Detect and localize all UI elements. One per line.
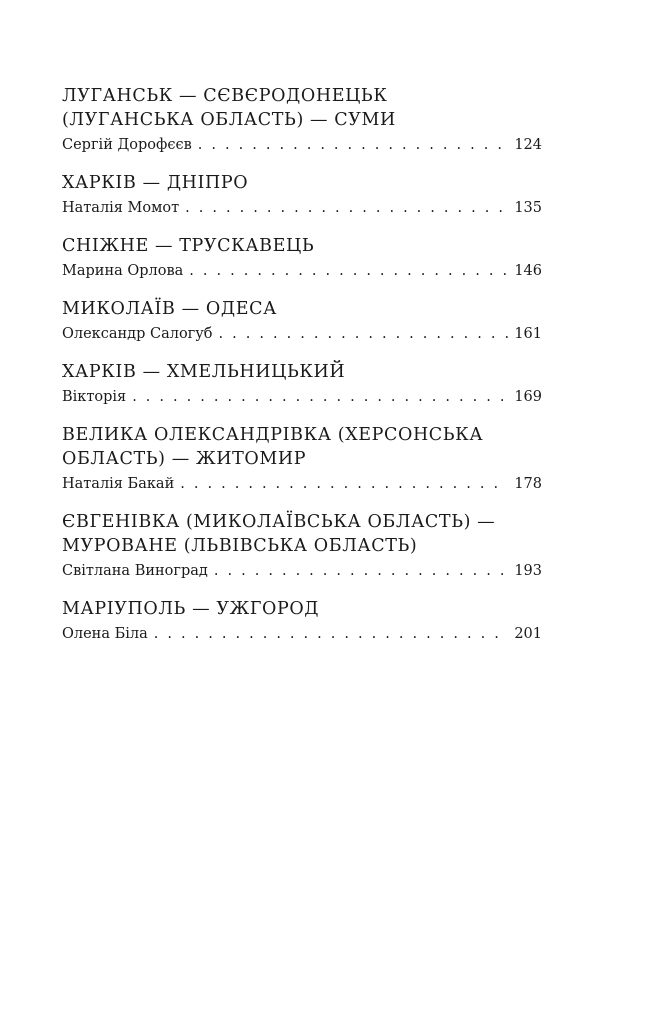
toc-entry [62,423,542,497]
toc-entry [62,297,542,347]
entry-author: Марина Орлова [62,263,184,279]
toc-entry [62,510,542,584]
entry-route-line: (ЛУГАНСЬКА ОБЛАСТЬ) — СУМИ [62,110,396,130]
entry-author-line [62,258,542,284]
entry-page-number: 146 [514,263,542,279]
entry-route-line: ЄВГЕНІВКА (МИКОЛАЇВСЬКА ОБЛАСТЬ) — [62,512,496,532]
entry-author: Олена Біла [62,626,148,642]
entry-page-number: 193 [514,563,542,579]
toc-entry [62,171,542,221]
dot-leader [154,621,509,647]
entry-author-line [62,558,542,584]
dot-leader [214,558,508,584]
entry-route-line: ХАРКІВ — ХМЕЛЬНИЦЬКИЙ [62,362,346,382]
entry-route-line: МИКОЛАЇВ — ОДЕСА [62,299,277,319]
entry-page-number: 161 [514,326,542,342]
entry-page-number: 169 [514,389,542,405]
entry-author-line [62,195,542,221]
entry-page-number: 178 [514,476,542,492]
dot-leader [219,321,509,347]
toc-entry [62,360,542,410]
dot-leader [180,471,508,497]
entry-route-line: ЛУГАНСЬК — СЄВЄРОДОНЕЦЬК [62,86,388,106]
toc-entry [62,234,542,284]
entry-page-number: 135 [514,200,542,216]
entry-author-line [62,384,542,410]
entry-route-line: МУРОВАНЕ (ЛЬВІВСЬКА ОБЛАСТЬ) [62,536,418,556]
dot-leader [189,258,508,284]
table-of-contents [62,84,542,660]
entry-page-number: 201 [514,626,542,642]
entry-author-line [62,471,542,497]
toc-entry [62,597,542,647]
dot-leader [185,195,508,221]
entry-author: Олександр Салогуб [62,326,213,342]
dot-leader [132,384,508,410]
entry-route-line: СНІЖНЕ — ТРУСКАВЕЦЬ [62,236,315,256]
entry-author: Світлана Виноград [62,563,208,579]
entry-author: Вікторія [62,389,127,405]
entry-page-number: 124 [514,137,542,153]
entry-route-line: МАРІУПОЛЬ — УЖГОРОД [62,599,320,619]
entry-author: Сергій Дорофєєв [62,137,192,153]
entry-route-line: ХАРКІВ — ДНІПРО [62,173,249,193]
dot-leader [198,132,509,158]
entry-author-line [62,132,542,158]
entry-author: Наталія Момот [62,200,180,216]
entry-route-line: ВЕЛИКА ОЛЕКСАНДРІВКА (ХЕРСОНСЬКА [62,425,484,445]
entry-author: Наталія Бакай [62,476,175,492]
entry-author-line [62,321,542,347]
entry-author-line [62,621,542,647]
toc-entry [62,84,542,158]
entry-route-line: ОБЛАСТЬ) — ЖИТОМИР [62,449,307,469]
